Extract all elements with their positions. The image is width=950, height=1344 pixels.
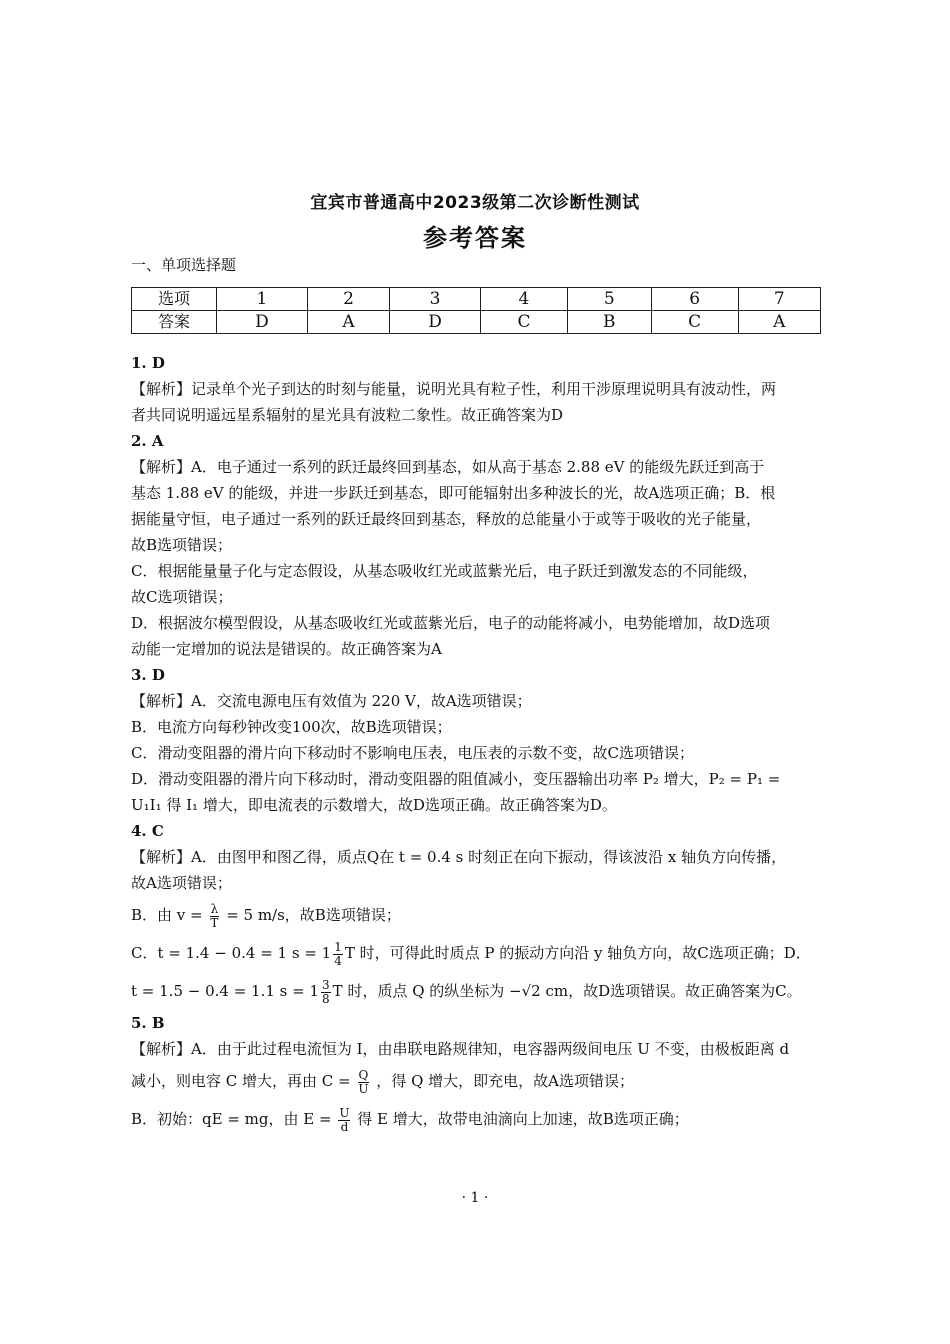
option-number: 5 <box>567 288 651 311</box>
explanations <box>131 350 821 1138</box>
explanation-line <box>131 972 821 1010</box>
fraction-numerator: Q <box>358 1067 369 1082</box>
explanation-line: B．电流方向每秒钟改变100次，故B选项错误； <box>131 718 452 736</box>
explanation-line: 【解析】A．交流电源电压有效值为 220 V，故A选项错误； <box>131 692 532 710</box>
explanation-line: D．滑动变阻器的滑片向下移动时，滑动变阻器的阻值减小，变压器输出功率 P₂ 增大，P₂ = P₁ = <box>131 770 781 788</box>
explanation-line: 【解析】A．电子通过一系列的跃迁最终回到基态，如从高于基态 2.88 eV 的能级先跃迁到高于 <box>131 458 765 476</box>
fraction <box>338 1107 350 1134</box>
explanation-line <box>131 896 821 934</box>
fraction-numerator: U <box>339 1105 350 1120</box>
answer-cell: D <box>390 311 481 334</box>
fraction-denominator: 8 <box>322 991 330 1006</box>
fraction <box>321 979 331 1006</box>
explanation-line <box>131 1062 821 1100</box>
fraction <box>209 903 219 930</box>
answer-cell: A <box>307 311 389 334</box>
text-segment: B．由 v = <box>131 906 203 924</box>
explanation-line: U₁I₁ 得 I₁ 增大，即电流表的示数增大，故D选项正确。故正确答案为D。 <box>131 796 617 814</box>
fraction-numerator: 1 <box>334 939 342 954</box>
fraction-denominator: U <box>358 1081 369 1096</box>
fraction-denominator: 4 <box>334 953 342 968</box>
fraction <box>333 941 343 968</box>
text-segment: 减小，则电容 C 增大，再由 C = <box>131 1072 351 1090</box>
option-number: 2 <box>307 288 389 311</box>
text-segment: 得 E 增大，故带电油滴向上加速，故B选项正确； <box>357 1110 689 1128</box>
question-heading: 5. B <box>131 1014 165 1032</box>
explanation-line: C．根据能量量子化与定态假设，从基态吸收红光或蓝紫光后，电子跃迁到激发态的不同能级， <box>131 562 758 580</box>
fraction-numerator: 3 <box>322 977 330 992</box>
explanation-line: C．滑动变阻器的滑片向下移动时不影响电压表，电压表的示数不变，故C选项错误； <box>131 744 694 762</box>
fraction-numerator: λ <box>210 901 219 916</box>
option-number: 3 <box>390 288 481 311</box>
fraction-denominator: T <box>210 915 219 930</box>
explanation-line <box>131 1100 821 1138</box>
page-number: · 1 · <box>461 1190 489 1206</box>
explanation-line: 基态 1.88 eV 的能级，并进一步跃迁到基态，即可能辐射出多种波长的光，故A选项正确；B．根 <box>131 484 776 502</box>
explanation-line: 故B选项错误； <box>131 536 233 554</box>
question-heading: 2. A <box>131 432 164 450</box>
document-subtitle: 参考答案 <box>423 224 527 252</box>
explanation-line: 故A选项错误； <box>131 874 232 892</box>
answer-table <box>131 287 821 334</box>
answer-cell: B <box>567 311 651 334</box>
answer-cell: C <box>651 311 738 334</box>
question-heading: 1. D <box>131 354 165 372</box>
answer-cell: D <box>217 311 308 334</box>
explanation-line: 故C选项错误； <box>131 588 233 606</box>
text-segment: B．初始：qE = mg，由 E = <box>131 1110 332 1128</box>
explanation-line: 据能量守恒，电子通过一系列的跃迁最终回到基态，释放的总能量小于或等于吸收的光子能量， <box>131 510 762 528</box>
option-number: 7 <box>738 288 820 311</box>
answer-cell: A <box>738 311 820 334</box>
question-heading: 4. C <box>131 822 164 840</box>
table-row-options <box>132 288 821 311</box>
explanation-line: 动能一定增加的说法是错误的。故正确答案为A <box>131 640 442 658</box>
answer-cell: C <box>481 311 568 334</box>
option-number: 6 <box>651 288 738 311</box>
explanation-line: 【解析】A．由图甲和图乙得，质点Q在 t = 0.4 s 时刻正在向下振动，得该波沿 x 轴负方向传播， <box>131 848 787 866</box>
fraction-denominator: d <box>340 1119 349 1134</box>
explanation-line: D．根据波尔模型假设，从基态吸收红光或蓝紫光后，电子的动能将减小，电势能增加，故D选项 <box>131 614 771 632</box>
text-segment: T 时，质点 Q 的纵坐标为 −√2 cm，故D选项错误。故正确答案为C。 <box>332 982 802 1000</box>
fraction <box>357 1069 369 1096</box>
row-header-answers: 答案 <box>132 311 217 334</box>
option-number: 4 <box>481 288 568 311</box>
question-heading: 3. D <box>131 666 165 684</box>
explanation-line: 【解析】记录单个光子到达的时刻与能量，说明光具有粒子性，利用干涉原理说明具有波动性，两 <box>131 380 777 398</box>
text-segment: = 5 m/s，故B选项错误； <box>226 906 401 924</box>
explanation-line: 【解析】A．由于此过程电流恒为 I，由串联电路规律知，电容器两级间电压 U 不变，由极板距离 d <box>131 1040 790 1058</box>
row-header-options: 选项 <box>132 288 217 311</box>
text-segment: T 时，可得此时质点 P 的振动方向沿 y 轴负方向，故C选项正确；D． <box>344 944 811 962</box>
text-segment: ，得 Q 增大，即充电，故A选项错误； <box>376 1072 634 1090</box>
table-row-answers <box>132 311 821 334</box>
text-segment: C．t = 1.4 − 0.4 = 1 s = 1 <box>131 944 332 962</box>
exam-title: 宜宾市普通高中2023级第二次诊断性测试 <box>310 193 640 213</box>
text-segment: t = 1.5 − 0.4 = 1.1 s = 1 <box>131 982 320 1000</box>
section-title: 一、单项选择题 <box>131 256 237 274</box>
explanation-line <box>131 934 821 972</box>
option-number: 1 <box>217 288 308 311</box>
explanation-line: 者共同说明遥远星系辐射的星光具有波粒二象性。故正确答案为D <box>131 406 564 424</box>
